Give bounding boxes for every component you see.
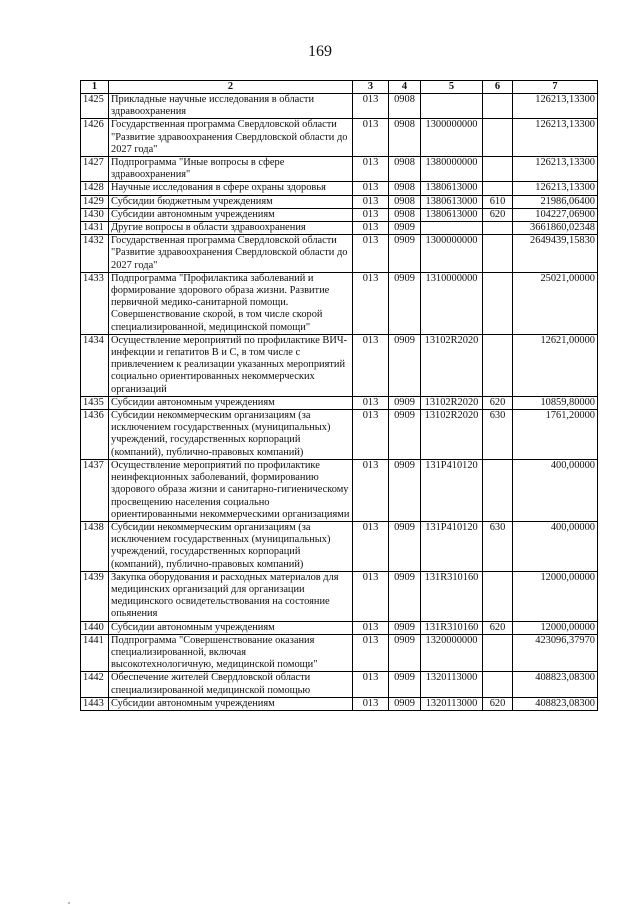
ministry-code: 013	[353, 119, 389, 157]
amount: 3661860,02348	[513, 222, 598, 235]
item-name: Научные исследования в сфере охраны здоровья	[109, 182, 353, 195]
row-number: 1428	[81, 182, 109, 195]
ministry-code: 013	[353, 396, 389, 409]
ministry-code: 013	[353, 182, 389, 195]
table-row	[81, 410, 598, 460]
amount: 1761,20000	[513, 410, 598, 460]
column-header: 5	[421, 81, 483, 94]
amount: 400,00000	[513, 521, 598, 571]
table-row	[81, 182, 598, 195]
ministry-code: 013	[353, 334, 389, 396]
section-code: 0909	[389, 621, 421, 634]
target-article-code: 131P410120	[421, 521, 483, 571]
section-code: 0909	[389, 571, 421, 621]
table-row	[81, 396, 598, 409]
item-name: Субсидии автономным учреждениям	[109, 621, 353, 634]
amount: 126213,13300	[513, 182, 598, 195]
target-article-code: 1300000000	[421, 119, 483, 157]
row-number: 1437	[81, 459, 109, 521]
ministry-code: 013	[353, 157, 389, 182]
item-name: Закупка оборудования и расходных материалов для медицинских организаций для организации медицинского освидетельствования на состояние опьянения	[109, 571, 353, 621]
ministry-code: 013	[353, 410, 389, 460]
amount: 126213,13300	[513, 157, 598, 182]
target-article-code: 1380613000	[421, 195, 483, 208]
row-number: 1433	[81, 272, 109, 334]
section-code: 0909	[389, 672, 421, 697]
row-number: 1442	[81, 672, 109, 697]
item-name: Субсидии бюджетным учреждениям	[109, 195, 353, 208]
row-number: 1429	[81, 195, 109, 208]
section-code: 0909	[389, 459, 421, 521]
budget-table	[80, 80, 598, 711]
section-code: 0909	[389, 396, 421, 409]
target-article-code: 1310000000	[421, 272, 483, 334]
amount: 12621,00000	[513, 334, 598, 396]
section-code: 0909	[389, 222, 421, 235]
table-row	[81, 119, 598, 157]
target-article-code	[421, 222, 483, 235]
expense-type-code	[483, 634, 513, 672]
table-row	[81, 621, 598, 634]
row-number: 1425	[81, 94, 109, 119]
column-header: 7	[513, 81, 598, 94]
target-article-code: 13102R2020	[421, 334, 483, 396]
expense-type-code	[483, 94, 513, 119]
row-number: 1430	[81, 208, 109, 221]
amount: 2649439,15830	[513, 235, 598, 273]
row-number: 1434	[81, 334, 109, 396]
item-name: Подпрограмма "Профилактика заболеваний и формирование здорового образа жизни. Развитие первичной медико-санитарной помощи. Совершенствование скорой, в том числе скорой специализированной, медицинской помощи"	[109, 272, 353, 334]
target-article-code: 131R310160	[421, 621, 483, 634]
table-row	[81, 459, 598, 521]
item-name: Осуществление мероприятий по профилактике неинфекционных заболеваний, формированию здорового образа жизни и санитарно-гигиеническому просвещению населения социально ориентированными некоммерческими организациями	[109, 459, 353, 521]
target-article-code: 1380000000	[421, 157, 483, 182]
row-number: 1440	[81, 621, 109, 634]
expense-type-code	[483, 182, 513, 195]
ministry-code: 013	[353, 208, 389, 221]
header-row	[81, 81, 598, 94]
expense-type-code	[483, 157, 513, 182]
expense-type-code: 620	[483, 396, 513, 409]
amount: 408823,08300	[513, 697, 598, 710]
expense-type-code	[483, 672, 513, 697]
table-row	[81, 697, 598, 710]
column-header: 2	[109, 81, 353, 94]
section-code: 0909	[389, 634, 421, 672]
amount: 21986,06400	[513, 195, 598, 208]
target-article-code: 1380613000	[421, 208, 483, 221]
ministry-code: 013	[353, 571, 389, 621]
expense-type-code: 630	[483, 410, 513, 460]
item-name: Другие вопросы в области здравоохранения	[109, 222, 353, 235]
ministry-code: 013	[353, 195, 389, 208]
table-row	[81, 235, 598, 273]
table-row	[81, 334, 598, 396]
item-name: Государственная программа Свердловской области "Развитие здравоохранения Свердловской области до 2027 года"	[109, 235, 353, 273]
section-code: 0909	[389, 235, 421, 273]
expense-type-code	[483, 235, 513, 273]
amount: 12000,00000	[513, 571, 598, 621]
item-name: Прикладные научные исследования в области здравоохранения	[109, 94, 353, 119]
ministry-code: 013	[353, 634, 389, 672]
expense-type-code: 620	[483, 621, 513, 634]
ministry-code: 013	[353, 272, 389, 334]
column-header: 1	[81, 81, 109, 94]
expense-type-code	[483, 272, 513, 334]
target-article-code	[421, 94, 483, 119]
expense-type-code	[483, 459, 513, 521]
ministry-code: 013	[353, 621, 389, 634]
section-code: 0908	[389, 208, 421, 221]
section-code: 0909	[389, 521, 421, 571]
amount: 423096,37970	[513, 634, 598, 672]
item-name: Подпрограмма "Совершенствование оказания специализированной, включая высокотехнологичную, медицинской помощи"	[109, 634, 353, 672]
item-name: Осуществление мероприятий по профилактике ВИЧ-инфекции и гепатитов В и С, в том числе с привлечением к реализации указанных мероприятий социально ориентированных некоммерческих организаций	[109, 334, 353, 396]
ministry-code: 013	[353, 235, 389, 273]
expense-type-code	[483, 222, 513, 235]
row-number: 1439	[81, 571, 109, 621]
amount: 126213,13300	[513, 94, 598, 119]
row-number: 1431	[81, 222, 109, 235]
target-article-code: 1380613000	[421, 182, 483, 195]
section-code: 0909	[389, 697, 421, 710]
expense-type-code	[483, 571, 513, 621]
ministry-code: 013	[353, 672, 389, 697]
row-number: 1436	[81, 410, 109, 460]
item-name: Субсидии автономным учреждениям	[109, 396, 353, 409]
expense-type-code	[483, 119, 513, 157]
page-number: 169	[308, 43, 332, 60]
row-number: 1443	[81, 697, 109, 710]
table-row	[81, 521, 598, 571]
ministry-code: 013	[353, 521, 389, 571]
item-name: Государственная программа Свердловской области "Развитие здравоохранения Свердловской области до 2027 года"	[109, 119, 353, 157]
section-code: 0909	[389, 410, 421, 460]
row-number: 1435	[81, 396, 109, 409]
item-name: Субсидии некоммерческим организациям (за исключением государственных (муниципальных) учреждений, государственных корпораций (компаний), публично-правовых компаний)	[109, 410, 353, 460]
target-article-code: 1320113000	[421, 672, 483, 697]
ministry-code: 013	[353, 697, 389, 710]
scan-speck	[68, 902, 70, 904]
amount: 126213,13300	[513, 119, 598, 157]
expense-type-code	[483, 334, 513, 396]
target-article-code: 1320113000	[421, 697, 483, 710]
column-header: 4	[389, 81, 421, 94]
section-code: 0908	[389, 94, 421, 119]
row-number: 1438	[81, 521, 109, 571]
expense-type-code: 620	[483, 208, 513, 221]
target-article-code: 13102R2020	[421, 410, 483, 460]
ministry-code: 013	[353, 222, 389, 235]
section-code: 0908	[389, 157, 421, 182]
table-row	[81, 272, 598, 334]
expense-type-code: 620	[483, 697, 513, 710]
target-article-code: 1320000000	[421, 634, 483, 672]
item-name: Подпрограмма "Иные вопросы в сфере здравоохранения"	[109, 157, 353, 182]
table-row	[81, 208, 598, 221]
amount: 400,00000	[513, 459, 598, 521]
target-article-code: 13102R2020	[421, 396, 483, 409]
table-row	[81, 157, 598, 182]
target-article-code: 131P410120	[421, 459, 483, 521]
target-article-code: 1300000000	[421, 235, 483, 273]
column-header: 6	[483, 81, 513, 94]
item-name: Обеспечение жителей Свердловской области специализированной медицинской помощью	[109, 672, 353, 697]
section-code: 0908	[389, 195, 421, 208]
amount: 408823,08300	[513, 672, 598, 697]
column-header: 3	[353, 81, 389, 94]
row-number: 1427	[81, 157, 109, 182]
section-code: 0908	[389, 119, 421, 157]
table-row	[81, 195, 598, 208]
amount: 12000,00000	[513, 621, 598, 634]
table-row	[81, 571, 598, 621]
section-code: 0908	[389, 182, 421, 195]
expense-type-code: 630	[483, 521, 513, 571]
target-article-code: 131R310160	[421, 571, 483, 621]
section-code: 0909	[389, 272, 421, 334]
ministry-code: 013	[353, 459, 389, 521]
item-name: Субсидии некоммерческим организациям (за исключением государственных (муниципальных) учреждений, государственных корпораций (компаний), публично-правовых компаний)	[109, 521, 353, 571]
row-number: 1432	[81, 235, 109, 273]
table-row	[81, 94, 598, 119]
amount: 104227,06900	[513, 208, 598, 221]
table-row	[81, 672, 598, 697]
item-name: Субсидии автономным учреждениям	[109, 208, 353, 221]
table-row	[81, 634, 598, 672]
section-code: 0909	[389, 334, 421, 396]
ministry-code: 013	[353, 94, 389, 119]
expense-type-code: 610	[483, 195, 513, 208]
table-row	[81, 222, 598, 235]
item-name: Субсидии автономным учреждениям	[109, 697, 353, 710]
amount: 25021,00000	[513, 272, 598, 334]
row-number: 1441	[81, 634, 109, 672]
amount: 10859,80000	[513, 396, 598, 409]
row-number: 1426	[81, 119, 109, 157]
